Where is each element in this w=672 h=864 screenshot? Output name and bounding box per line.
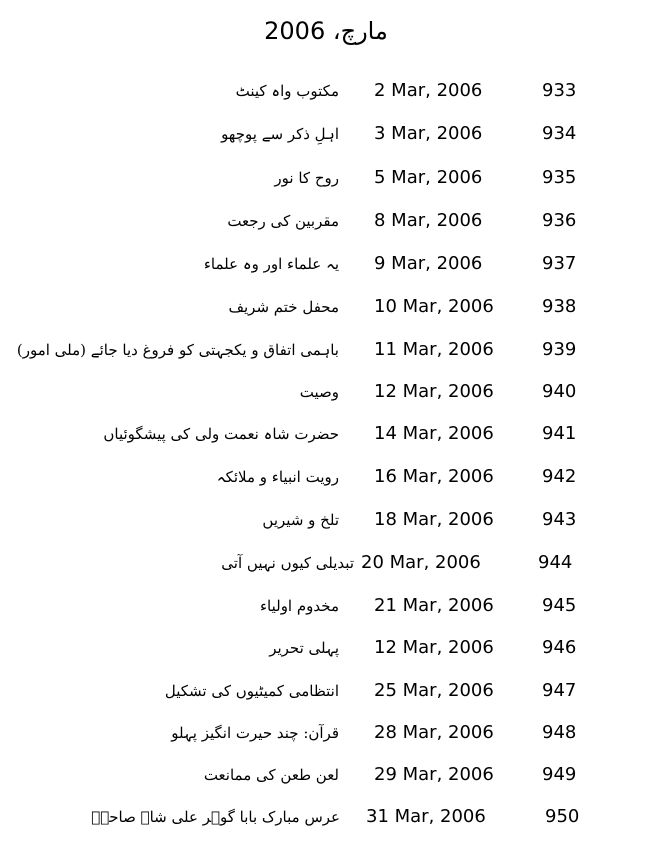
list-item bbox=[0, 336, 672, 366]
entry-number: 949 bbox=[542, 764, 577, 785]
list-item bbox=[0, 719, 672, 749]
entry-title: تلخ و شیریں bbox=[262, 511, 339, 529]
list-item bbox=[0, 506, 672, 536]
entry-number: 950 bbox=[545, 806, 580, 827]
entry-title: حضرت شاہ نعمت ولی کی پیشگوئیاں bbox=[103, 425, 339, 443]
entry-number: 946 bbox=[542, 637, 577, 658]
entry-date: 28 Mar, 2006 bbox=[374, 722, 494, 743]
entry-title: رویت انبیاء و ملائکہ bbox=[216, 468, 339, 486]
entry-number: 935 bbox=[542, 167, 577, 188]
entry-number: 940 bbox=[542, 381, 577, 402]
entry-date: 9 Mar, 2006 bbox=[374, 253, 483, 274]
entry-title: مقربین کی رجعت bbox=[227, 212, 339, 230]
entry-title: باہمی اتفاق و یکجہتی کو فروغ دیا جائے (ملی امور) bbox=[16, 341, 339, 359]
entry-date: 14 Mar, 2006 bbox=[374, 423, 494, 444]
entry-number: 945 bbox=[542, 595, 577, 616]
list-item bbox=[0, 761, 672, 791]
entry-date: 12 Mar, 2006 bbox=[374, 381, 494, 402]
entry-date: 18 Mar, 2006 bbox=[374, 509, 494, 530]
page-title: مارچ، 2006 bbox=[264, 17, 388, 45]
entry-date: 21 Mar, 2006 bbox=[374, 595, 494, 616]
entry-number: 938 bbox=[542, 296, 577, 317]
entry-number: 934 bbox=[542, 123, 577, 144]
entry-title: عرس مبارک بابا گوہر علی شاہ صاحبؒ bbox=[91, 808, 340, 826]
entry-date: 29 Mar, 2006 bbox=[374, 764, 494, 785]
list-item bbox=[0, 634, 672, 664]
entry-number: 939 bbox=[542, 339, 577, 360]
entry-date: 25 Mar, 2006 bbox=[374, 680, 494, 701]
entry-date: 20 Mar, 2006 bbox=[361, 552, 481, 573]
list-item bbox=[0, 420, 672, 450]
entry-number: 933 bbox=[542, 80, 577, 101]
entry-date: 3 Mar, 2006 bbox=[374, 123, 483, 144]
list-item bbox=[0, 250, 672, 280]
entry-date: 2 Mar, 2006 bbox=[374, 80, 483, 101]
list-item bbox=[0, 592, 672, 622]
entry-title: یہ علماء اور وہ علماء bbox=[203, 255, 339, 273]
entry-title: قرآن: چند حیرت انگیز پہلو bbox=[171, 724, 339, 742]
entry-title: وصیت bbox=[299, 383, 339, 401]
list-item bbox=[0, 463, 672, 493]
entry-title: تبدیلی کیوں نہیں آتی bbox=[221, 554, 354, 572]
entry-title: روح کا نور bbox=[274, 169, 339, 187]
list-item bbox=[0, 803, 672, 833]
list-item bbox=[0, 549, 672, 579]
entry-number: 944 bbox=[538, 552, 573, 573]
entry-date: 16 Mar, 2006 bbox=[374, 466, 494, 487]
entry-title: لعن طعن کی ممانعت bbox=[203, 766, 339, 784]
list-item bbox=[0, 378, 672, 408]
entry-number: 936 bbox=[542, 210, 577, 231]
entry-number: 948 bbox=[542, 722, 577, 743]
entry-date: 31 Mar, 2006 bbox=[366, 806, 486, 827]
entry-number: 943 bbox=[542, 509, 577, 530]
entry-date: 11 Mar, 2006 bbox=[374, 339, 494, 360]
list-item bbox=[0, 207, 672, 237]
entry-date: 8 Mar, 2006 bbox=[374, 210, 483, 231]
entry-number: 942 bbox=[542, 466, 577, 487]
entry-title: محفل ختم شریف bbox=[228, 298, 339, 316]
entry-title: اہلِ ذکر سے پوچھو bbox=[221, 125, 339, 143]
list-item bbox=[0, 677, 672, 707]
entry-title: انتظامی کمیٹیوں کی تشکیل bbox=[164, 682, 339, 700]
entry-date: 10 Mar, 2006 bbox=[374, 296, 494, 317]
list-item bbox=[0, 120, 672, 150]
entry-date: 5 Mar, 2006 bbox=[374, 167, 483, 188]
list-item bbox=[0, 164, 672, 194]
list-item bbox=[0, 293, 672, 323]
list-item bbox=[0, 77, 672, 107]
entry-title: پہلی تحریر bbox=[269, 639, 339, 657]
entry-number: 937 bbox=[542, 253, 577, 274]
entry-title: مکتوب واہ کینٹ bbox=[235, 82, 339, 100]
entry-date: 12 Mar, 2006 bbox=[374, 637, 494, 658]
entry-title: مخدوم اولیاء bbox=[259, 597, 339, 615]
entry-number: 941 bbox=[542, 423, 577, 444]
entry-number: 947 bbox=[542, 680, 577, 701]
